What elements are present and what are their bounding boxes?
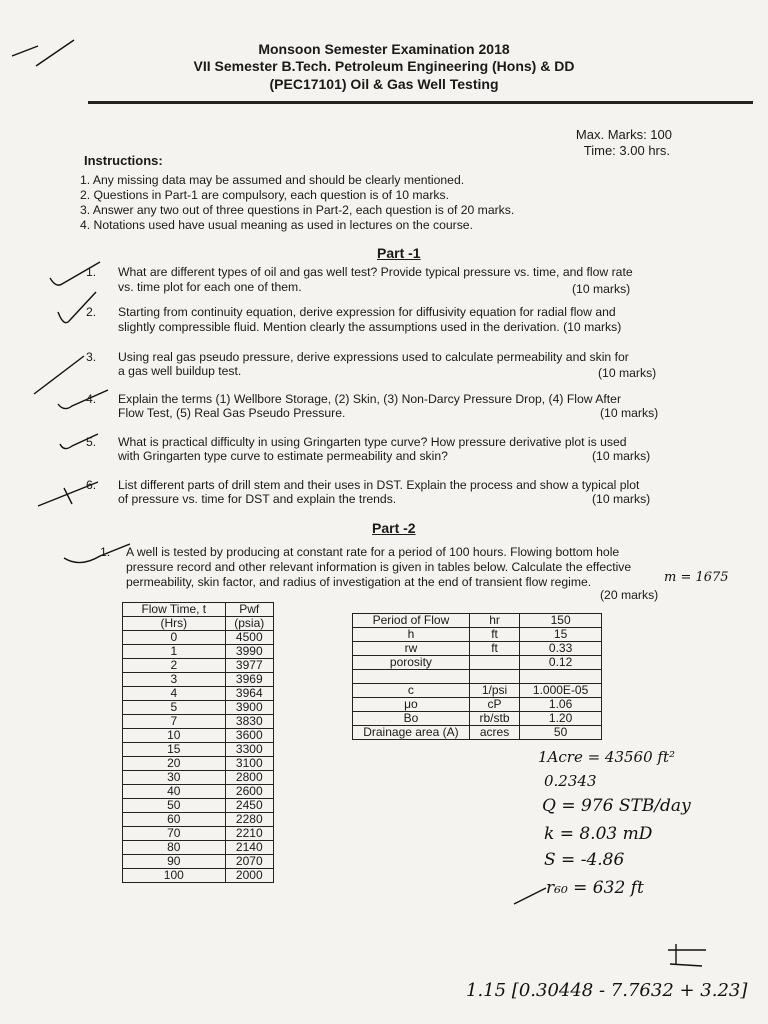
table-cell: rb/stb <box>469 712 519 726</box>
table-row <box>123 715 274 729</box>
table-cell: 2000 <box>225 869 273 883</box>
instruction-item: 2. Questions in Part-1 are compulsory, each question is of 10 marks. <box>80 188 449 202</box>
table-cell: 1.000E-05 <box>520 684 602 698</box>
handwritten-s: S = -4.86 <box>544 850 625 870</box>
table-cell: 100 <box>123 869 226 883</box>
table-row <box>353 670 602 684</box>
q1-number: 1. <box>86 265 97 279</box>
table-row <box>123 869 274 883</box>
table-cell: 50 <box>123 799 226 813</box>
table-cell: 2280 <box>225 813 273 827</box>
table-cell: 15 <box>123 743 226 757</box>
table-cell: 80 <box>123 841 226 855</box>
table-row <box>123 771 274 785</box>
table-cell: 4 <box>123 687 226 701</box>
q2-text-line1: Starting from continuity equation, derive expression for diffusivity equation for radial flow and <box>118 305 616 319</box>
q3-text-line2: a gas well buildup test. <box>118 364 242 378</box>
table-cell: 2800 <box>225 771 273 785</box>
table-header-row <box>123 617 274 631</box>
table-row <box>123 785 274 799</box>
table-row <box>123 855 274 869</box>
table-cell: ft <box>469 628 519 642</box>
q1-text-line1: What are different types of oil and gas well test? Provide typical pressure vs. time, and flow rate <box>118 265 633 279</box>
table-cell: 15 <box>520 628 602 642</box>
table-cell: 50 <box>520 726 602 740</box>
q5-text-line1: What is practical difficulty in using Gringarten type curve? How pressure derivative plot is used <box>118 435 627 449</box>
q3-marks: (10 marks) <box>598 366 657 380</box>
table-cell: 0.33 <box>520 642 602 656</box>
table-cell: ft <box>469 642 519 656</box>
table-cell: 3300 <box>225 743 273 757</box>
table-cell: 1/psi <box>469 684 519 698</box>
q5-number: 5. <box>86 435 97 449</box>
well-properties-table <box>352 613 602 740</box>
header-cell: Pwf <box>225 603 273 617</box>
table-row <box>353 684 602 698</box>
max-marks: Max. Marks: 100 <box>575 127 672 142</box>
table-cell: Bo <box>353 712 470 726</box>
table-row <box>353 614 602 628</box>
table-cell: 0.12 <box>520 656 602 670</box>
table-cell: 7 <box>123 715 226 729</box>
handwritten-acre: 1Acre = 43560 ft² <box>538 748 676 766</box>
table-cell: hr <box>469 614 519 628</box>
q6-marks: (10 marks) <box>592 492 651 506</box>
table-row <box>123 757 274 771</box>
table-cell: cP <box>469 698 519 712</box>
handwritten-q: Q = 976 STB/day <box>542 796 691 816</box>
table-row <box>123 799 274 813</box>
table-cell: 20 <box>123 757 226 771</box>
table-cell: c <box>353 684 470 698</box>
q4-text-line2: Flow Test, (5) Real Gas Pseudo Pressure. <box>118 406 346 420</box>
table-cell: 3964 <box>225 687 273 701</box>
table-row <box>123 645 274 659</box>
check-mark-icon <box>52 290 112 335</box>
table-row <box>353 642 602 656</box>
table-cell: 2210 <box>225 827 273 841</box>
table-cell: 3830 <box>225 715 273 729</box>
table-row <box>353 656 602 670</box>
pen-scribble-icon <box>662 940 712 970</box>
q4-number: 4. <box>86 392 97 406</box>
instructions-title: Instructions: <box>84 153 163 168</box>
table-row <box>353 628 602 642</box>
p2q1-marks: (20 marks) <box>600 588 659 602</box>
table-cell: 3977 <box>225 659 273 673</box>
q3-text-line1: Using real gas pseudo pressure, derive expressions used to calculate permeability and skin for <box>118 350 629 364</box>
table-cell: 2070 <box>225 855 273 869</box>
p2q1-number: 1. <box>100 545 111 559</box>
course-line: VII Semester B.Tech. Petroleum Engineering (Hons) & DD <box>193 58 575 74</box>
table-cell: 70 <box>123 827 226 841</box>
table-row <box>123 631 274 645</box>
table-cell: 3 <box>123 673 226 687</box>
table-row <box>123 701 274 715</box>
table-cell: 30 <box>123 771 226 785</box>
table-cell: Drainage area (A) <box>353 726 470 740</box>
q5-text-line2: with Gringarten type curve to estimate permeability and skin? <box>118 449 448 463</box>
q1-text-line2: vs. time plot for each one of them. <box>118 280 302 294</box>
table-cell: 2140 <box>225 841 273 855</box>
table-cell <box>469 656 519 670</box>
handwritten-k: k = 8.03 mD <box>544 824 653 844</box>
q6-number: 6. <box>86 478 97 492</box>
header-cell: (psia) <box>225 617 273 631</box>
table-row <box>123 729 274 743</box>
table-row <box>353 712 602 726</box>
table-cell: 4500 <box>225 631 273 645</box>
table-cell: 1 <box>123 645 226 659</box>
table-row <box>123 659 274 673</box>
q4-text-line1: Explain the terms (1) Wellbore Storage, (2) Skin, (3) Non-Darcy Pressure Drop, (4) Flow After <box>118 392 622 406</box>
table-cell: 3900 <box>225 701 273 715</box>
flow-time-table <box>122 602 274 883</box>
q6-text-line1: List different parts of drill stem and their uses in DST. Explain the process and show a typical plot <box>118 478 640 492</box>
handwritten-value: 0.2343 <box>544 772 597 790</box>
table-cell: 40 <box>123 785 226 799</box>
table-cell: porosity <box>353 656 470 670</box>
check-mark-icon <box>54 430 104 455</box>
instruction-item: 3. Answer any two out of three questions in Part-2, each question is of 20 marks. <box>80 203 515 217</box>
table-cell: 0 <box>123 631 226 645</box>
table-cell <box>520 670 602 684</box>
table-cell: h <box>353 628 470 642</box>
table-cell: 5 <box>123 701 226 715</box>
table-header-row <box>123 603 274 617</box>
handwritten-m-value: m = 1675 <box>664 570 729 585</box>
q3-number: 3. <box>86 350 97 364</box>
table-cell <box>353 670 470 684</box>
q2-number: 2. <box>86 305 97 319</box>
table-cell: 3600 <box>225 729 273 743</box>
table-cell: 3969 <box>225 673 273 687</box>
table-cell: 1.06 <box>520 698 602 712</box>
handwritten-r: r₆₀ = 632 ft <box>546 878 644 898</box>
q1-marks: (10 marks) <box>572 282 631 296</box>
table-cell: rw <box>353 642 470 656</box>
table-row <box>123 813 274 827</box>
exam-title: Monsoon Semester Examination 2018 <box>258 41 510 57</box>
table-cell: 2450 <box>225 799 273 813</box>
part1-title: Part -1 <box>377 245 421 261</box>
table-row <box>123 673 274 687</box>
table-cell: 90 <box>123 855 226 869</box>
table-cell: 60 <box>123 813 226 827</box>
pen-stroke-icon <box>510 884 550 908</box>
table-row <box>353 698 602 712</box>
q6-text-line2: of pressure vs. time for DST and explain the trends. <box>118 492 397 506</box>
table-cell: acres <box>469 726 519 740</box>
table-cell: 1.20 <box>520 712 602 726</box>
table-cell: 150 <box>520 614 602 628</box>
table-cell: 2 <box>123 659 226 673</box>
table-cell: Period of Flow <box>353 614 470 628</box>
table-cell: 3990 <box>225 645 273 659</box>
q4-marks: (10 marks) <box>600 406 659 420</box>
q5-marks: (10 marks) <box>592 449 651 463</box>
table-row <box>353 726 602 740</box>
instruction-item: 1. Any missing data may be assumed and should be clearly mentioned. <box>80 173 465 187</box>
p2q1-text-line2: pressure record and other relevant information is given in tables below. Calculate the effective <box>126 560 632 574</box>
check-mark-icon <box>52 386 112 416</box>
instruction-item: 4. Notations used have usual meaning as used in lectures on the course. <box>80 218 473 232</box>
course-code: (PEC17101) Oil & Gas Well Testing <box>269 76 499 92</box>
table-cell <box>469 670 519 684</box>
p2q1-text-line3: permeability, skin factor, and radius of investigation at the end of transient flow regime. <box>126 575 592 589</box>
table-row <box>123 827 274 841</box>
table-cell: 10 <box>123 729 226 743</box>
table-row <box>123 743 274 757</box>
exam-time: Time: 3.00 hrs. <box>583 143 670 158</box>
header-cell: Flow Time, t <box>123 603 226 617</box>
table-cell: 3100 <box>225 757 273 771</box>
p2q1-text-line1: A well is tested by producing at constant rate for a period of 100 hours. Flowing bottom hole <box>126 545 620 559</box>
q2-text-line2: slightly compressible fluid. Mention clearly the assumptions used in the derivation. (10 marks) <box>118 320 622 334</box>
header-cell: (Hrs) <box>123 617 226 631</box>
part2-title: Part -2 <box>372 520 416 536</box>
header-divider <box>88 101 753 104</box>
table-cell: 2600 <box>225 785 273 799</box>
table-cell: μo <box>353 698 470 712</box>
table-row <box>123 841 274 855</box>
table-row <box>123 687 274 701</box>
handwritten-bottom-calc: 1.15 [0.30448 - 7.7632 + 3.23] <box>466 980 748 1001</box>
